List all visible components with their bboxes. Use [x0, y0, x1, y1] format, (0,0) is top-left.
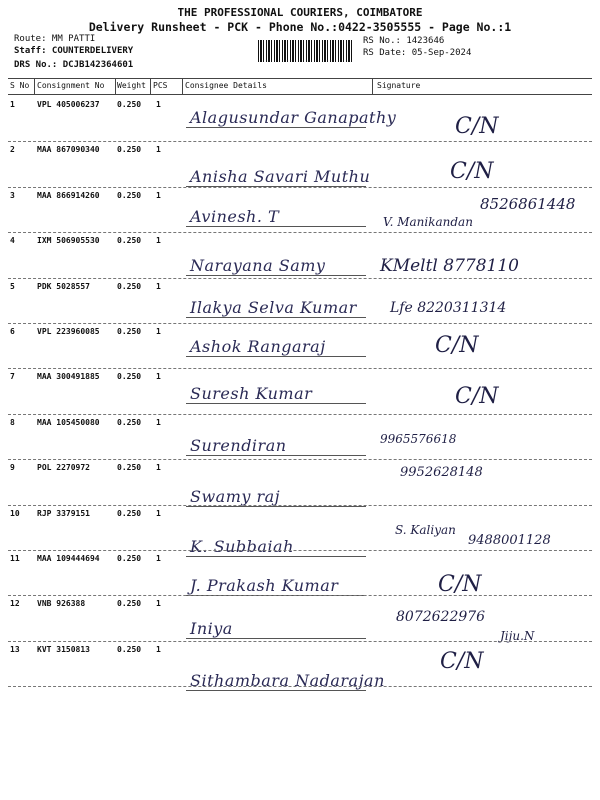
row-consignment: MAA 867090340	[37, 145, 100, 155]
consignee-name: Swamy raj	[190, 487, 281, 507]
route-label: Route: MM PATTI	[14, 34, 96, 44]
row-separator	[8, 187, 592, 188]
header-top-rule	[8, 78, 592, 79]
row-weight: 0.250	[117, 281, 142, 291]
col-divider	[150, 78, 151, 94]
row-separator	[8, 505, 592, 506]
signature-mark: 8072622976	[396, 609, 486, 626]
col-signature: Signature	[377, 81, 421, 90]
row-weight: 0.250	[117, 145, 142, 155]
row-weight: 0.250	[117, 417, 142, 427]
consignee-underline	[186, 690, 366, 691]
row-consignment: PDK 5028557	[37, 281, 90, 291]
row-consignment: IXM 506905530	[37, 236, 100, 246]
row-pcs: 1	[156, 236, 161, 246]
consignee-name: Ashok Rangaraj	[190, 337, 326, 356]
signature-name: Jiju.N	[500, 629, 535, 644]
row-pcs: 1	[156, 190, 161, 200]
row-consignment: MAA 300491885	[37, 372, 100, 382]
rs-number: RS No.: 1423646	[363, 36, 445, 46]
row-weight: 0.250	[117, 190, 142, 200]
consignee-name: K. Subbaiah	[190, 536, 294, 556]
header-bottom-rule	[8, 94, 592, 95]
row-consignment: VNB 926388	[37, 599, 86, 609]
row-weight: 0.250	[117, 508, 142, 518]
signature-mark: C/N	[455, 384, 499, 410]
consignee-name: Suresh Kumar	[190, 384, 313, 404]
consignee-underline	[186, 506, 366, 507]
signature-mark: C/N	[450, 159, 494, 185]
row-consignment: POL 2270972	[37, 463, 90, 473]
row-consignment: RJP 3379151	[37, 508, 90, 518]
consignee-underline	[186, 127, 366, 128]
row-pcs: 1	[156, 372, 161, 382]
consignee-name: Sithambara Nadarajan	[190, 670, 385, 690]
consignee-underline	[186, 455, 366, 456]
signature-mark: KMeltl 8778110	[380, 256, 519, 277]
row-sno: 1	[10, 100, 15, 109]
col-weight: Weight	[117, 81, 146, 90]
row-weight: 0.250	[117, 372, 142, 382]
barcode	[258, 40, 354, 62]
row-pcs: 1	[156, 145, 161, 155]
row-separator	[8, 595, 592, 596]
row-pcs: 1	[156, 463, 161, 473]
row-separator	[8, 686, 592, 687]
signature-mark: C/N	[440, 648, 484, 674]
row-separator	[8, 550, 592, 551]
col-pcs: PCS	[153, 81, 168, 90]
signature-mark: 9952628148	[400, 465, 483, 481]
row-sno: 4	[10, 236, 15, 246]
signature-mark: 8526861448	[480, 194, 576, 213]
row-sno: 3	[10, 190, 15, 200]
consignee-name: J. Prakash Kumar	[190, 576, 339, 595]
consignee-name: Anisha Savari Muthu	[190, 167, 371, 187]
company-title: THE PROFESSIONAL COURIERS, COIMBATORE	[177, 6, 423, 19]
row-sno: 2	[10, 145, 15, 155]
runsheet-subtitle: Delivery Runsheet - PCK - Phone No.:0422-3505555 - Page No.:1	[88, 20, 512, 34]
row-weight: 0.250	[117, 327, 142, 336]
row-consignment: MAA 109444694	[37, 554, 100, 563]
row-consignment: VPL 223960085	[37, 327, 100, 336]
row-sno: 13	[10, 644, 20, 654]
consignee-underline	[186, 317, 366, 318]
row-separator	[8, 278, 592, 279]
row-separator	[8, 232, 592, 233]
row-sno: 7	[10, 372, 15, 382]
row-consignment: VPL 405006237	[37, 100, 100, 109]
row-separator	[8, 641, 592, 642]
row-separator	[8, 323, 592, 324]
row-sno: 6	[10, 327, 15, 336]
signature-mark: C/N	[438, 572, 482, 597]
row-separator	[8, 459, 592, 460]
row-sno: 12	[10, 599, 20, 609]
consignee-name: Surendiran	[190, 435, 287, 455]
row-sno: 5	[10, 281, 15, 291]
row-weight: 0.250	[117, 100, 142, 109]
row-consignment: MAA 866914260	[37, 190, 100, 200]
rs-date: RS Date: 05-Sep-2024	[363, 48, 472, 58]
row-sno: 9	[10, 463, 15, 473]
col-divider	[182, 78, 183, 94]
row-sno: 8	[10, 417, 15, 427]
signature-mark: C/N	[455, 114, 499, 139]
signature-mark: 9965576618	[380, 431, 457, 446]
consignee-underline	[186, 556, 366, 557]
row-weight: 0.250	[117, 463, 142, 473]
consignee-name: Alagusundar Ganapathy	[190, 108, 397, 127]
row-consignment: KVT 3150813	[37, 644, 90, 654]
row-pcs: 1	[156, 644, 161, 654]
row-pcs: 1	[156, 417, 161, 427]
consignee-name: Narayana Samy	[190, 256, 326, 276]
signature-name: S. Kaliyan	[395, 522, 456, 537]
col-sno: S No	[10, 81, 30, 90]
row-separator	[8, 141, 592, 142]
row-weight: 0.250	[117, 599, 142, 609]
row-pcs: 1	[156, 327, 161, 336]
row-weight: 0.250	[117, 554, 142, 563]
signature-name: V. Manikandan	[383, 214, 473, 229]
col-consignee: Consignee Details	[185, 81, 267, 90]
col-consignment: Consignment No	[37, 81, 105, 90]
col-divider	[372, 78, 373, 94]
row-pcs: 1	[156, 281, 161, 291]
row-pcs: 1	[156, 554, 161, 563]
signature-mark: C/N	[435, 333, 479, 358]
row-separator	[8, 368, 592, 369]
col-divider	[34, 78, 35, 94]
signature-mark: Lfe 8220311314	[390, 299, 507, 316]
consignee-underline	[186, 356, 366, 357]
row-sno: 11	[10, 554, 20, 563]
signature-mark: 9488001128	[468, 532, 551, 548]
row-separator	[8, 414, 592, 415]
consignee-name: Ilakya Selva Kumar	[190, 297, 357, 317]
row-sno: 10	[10, 508, 20, 518]
row-pcs: 1	[156, 508, 161, 518]
row-weight: 0.250	[117, 644, 142, 654]
col-divider	[115, 78, 116, 94]
consignee-underline	[186, 403, 366, 404]
row-consignment: MAA 105450080	[37, 417, 100, 427]
row-pcs: 1	[156, 100, 161, 109]
consignee-underline	[186, 275, 366, 276]
consignee-name: Iniya	[190, 619, 233, 639]
drs-number: DRS No.: DCJB142364601	[14, 60, 134, 70]
staff-label: Staff: COUNTERDELIVERY	[14, 46, 134, 56]
row-weight: 0.250	[117, 236, 142, 246]
row-pcs: 1	[156, 599, 161, 609]
consignee-underline	[186, 226, 366, 227]
consignee-underline	[186, 638, 366, 639]
consignee-name: Avinesh. T	[190, 206, 280, 226]
